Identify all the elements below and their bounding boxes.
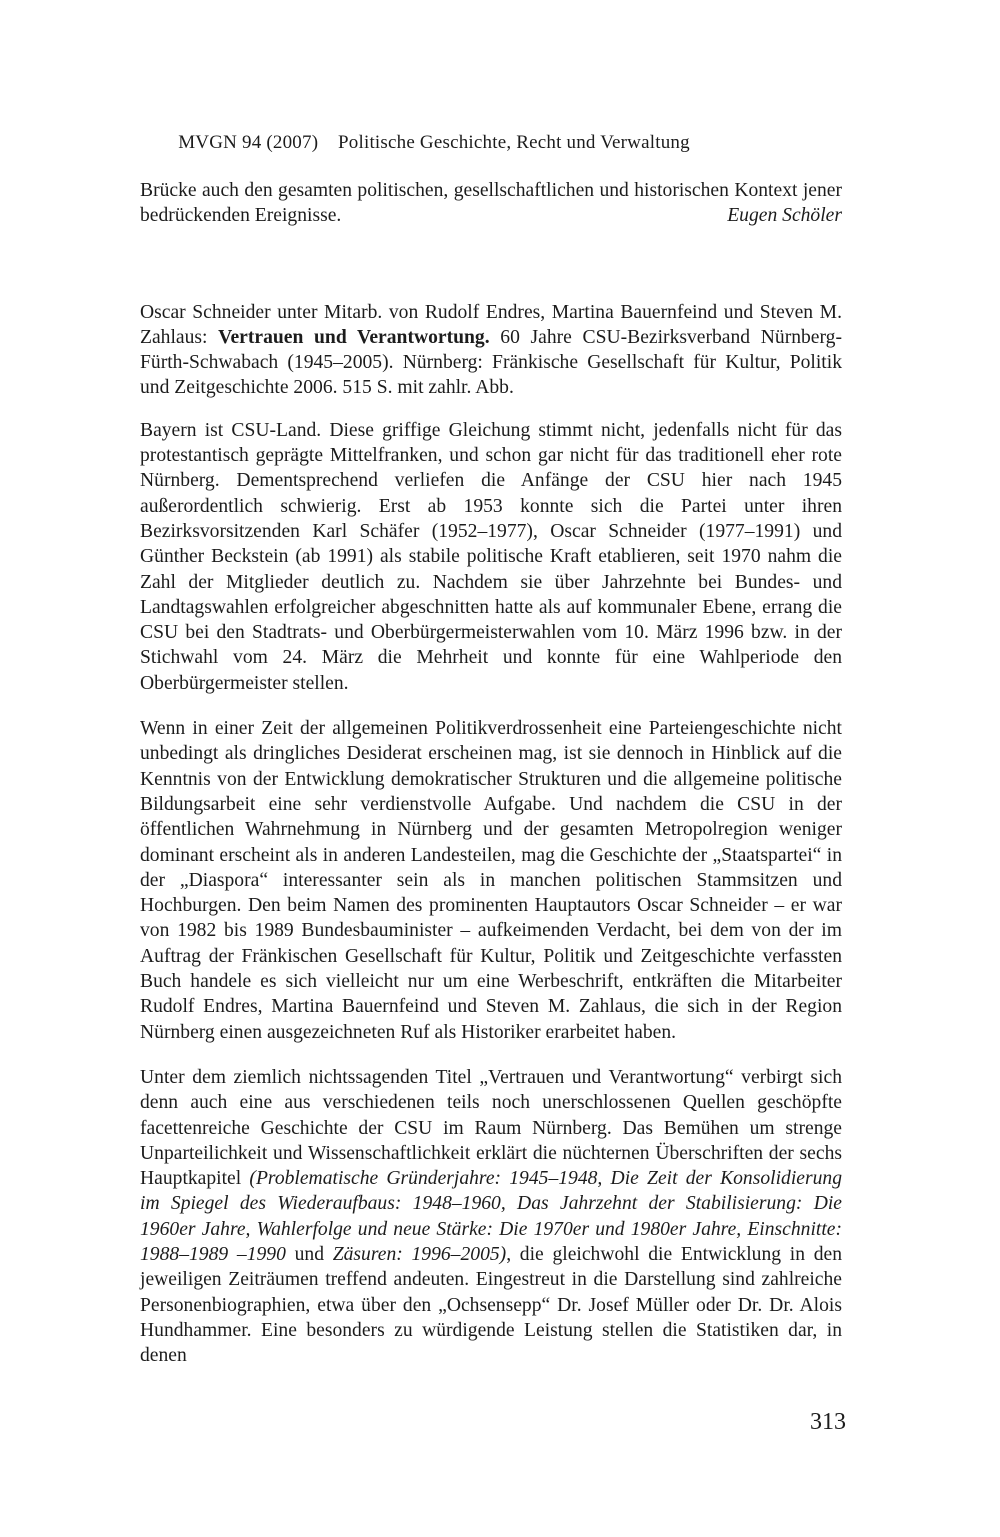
paragraph-3-text-start: Unter dem ziemlich nichtssagenden Titel „Vertrauen und Verantwortung“ verbirgt sich denn auch eine aus verschiedenen teils noch unerschlossenen Quellen geschöpfte facettenreiche Geschichte der CSU im Raum Nürnberg. Das Bemühen um strenge Unparteilichkeit und Wissenschaftlichkeit erklärt die nüchternen Überschriften der sechs Hauptkapitel [140, 1066, 842, 1190]
book-details: 60 Jahre CSU-Bezirksverband Nürnberg-Fürth-Schwabach (1945–2005). Nürnberg: Fränkische Gesellschaft für Kultur, Politik und Zeitgeschichte 2006. 515 S. mit zahlr. Abb. [140, 326, 843, 399]
previous-review-ending [140, 178, 842, 229]
previous-review-text: Brücke auch den gesamten politischen, gesellschaftlichen und historischen Kontext jener bedrückenden Ereignisse. [140, 180, 842, 227]
review-paragraph-3 [140, 1065, 842, 1369]
bibliographic-entry [140, 300, 842, 401]
running-head [0, 131, 868, 155]
review-paragraph-2: Wenn in einer Zeit der allgemeinen Politikverdrossenheit eine Parteiengeschichte nicht unbedingt als dringliches Desiderat erscheinen mag, ist sie dennoch in Hinblick auf die Kenntnis von der Entwicklung demokratischer Strukturen und die allgemeine politische Bildungsarbeit eine sehr verdienstvolle Aufgabe. Und nachdem die CSU in der öffentlichen Wahrnehmung in Nürnberg und der gesamten Metropolregion weniger dominant erscheint als in anderen Landesteilen, mag die Geschichte der „Staatspartei“ in der „Diaspora“ interessanter sein als in manchen politischen Stammsitzen und Hochburgen. Den beim Namen des prominenten Hauptautors Oscar Schneider – er war von 1982 bis 1989 Bundesbauminister – aufkeimenden Verdacht, bei dem von der im Auftrag der Fränkischen Gesellschaft für Kultur, Politik und Zeitgeschichte verfassten Buch handele es sich vielleicht nur um eine Werbeschrift, entkräften die Mitarbeiter Rudolf Endres, Martina Bauernfeind und Steven M. Zahlaus, die sich in der Region Nürnberg einen ausgezeichneten Ruf als Historiker erarbeitet haben. [140, 718, 842, 1043]
book-title: Vertrauen und Verantwortung. [218, 326, 490, 348]
review-paragraph-1: Bayern ist CSU-Land. Diese griffige Gleichung stimmt nicht, jedenfalls nicht für das protestantisch geprägte Mittelfranken, und schon gar nicht für das traditionell eher rote Nürnberg. Dementsprechend verliefen die Anfänge der CSU hier nach 1945 außerordentlich schwierig. Erst ab 1953 konnte sich die Partei unter ihren Bezirksvorsitzenden Karl Schäfer (1952–1977), Oscar Schneider (1977–1991) und Günther Beckstein (ab 1991) als stabile politische Kraft etablieren, seit 1970 nahm die Zahl der Mitglieder deutlich zu. Nachdem sie über Jahrzehnte bei Bundes- und Landtagswahlen erfolgreicher abgeschnitten hatte als auf kommunaler Ebene, errang die CSU bei den Stadtrats- und Oberbürgermeisterwahlen vom 10. März 1996 bzw. in der Stichwahl vom 24. März die Mehrheit und konnte für eine Wahlperiode den Oberbürgermeister stellen. [140, 419, 842, 694]
book-authors: Oscar Schneider unter Mitarb. von Rudolf Endres, Martina Bauernfeind und Steven M. Zahlaus: [140, 301, 842, 348]
page-content [140, 178, 842, 1368]
journal-reference: MVGN 94 (2007) [178, 132, 319, 153]
section-title: Politische Geschichte, Recht und Verwaltung [338, 132, 690, 153]
paragraph-3-conjunction: und [285, 1243, 333, 1265]
page-number: 313 [810, 1409, 846, 1435]
reviewer-signature: Eugen Schöler [727, 205, 842, 227]
chapter-titles-italic: (Problematische Gründerjahre: 1945–1948, Die Zeit der Konsolidierung im Spiegel des Wiederaufbaus: 1948–1960, Das Jahrzehnt der Stabilisierung: Die 1960er Jahre, Wahlerfolge und neue Stärke: Die 1970er und 1980er Jahre, Einschnitte: 1988–1989 –1990 [140, 1168, 842, 1265]
last-chapter-title-italic: Zäsuren: 1996–2005) [332, 1243, 507, 1265]
paragraph-3-text-end: , die gleichwohl die Entwicklung in den jeweiligen Zeiträumen treffend andeuten. Eingestreut in die Darstellung sind zahlreiche Personenbiographien, etwa über den „Ochsensepp“ Dr. Josef Müller oder Dr. Dr. Alois Hundhammer. Eine besonders zu würdigende Leistung stellen die Statistiken dar, in denen [140, 1243, 843, 1367]
